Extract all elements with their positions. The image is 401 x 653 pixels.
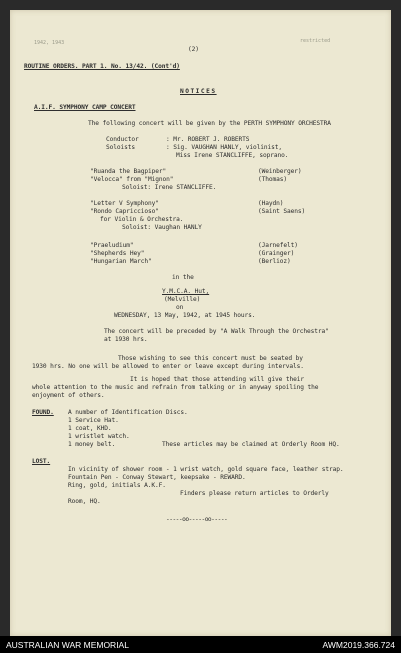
intro-text: The following concert will be given by the PERTH SYMPHONY ORCHESTRA	[88, 120, 331, 127]
attention-line-3: enjoyment of others.	[32, 392, 105, 399]
program-1-soloist: Soloist: Irene STANCLIFFE.	[122, 184, 217, 191]
venue-place: (Melville)	[164, 296, 201, 303]
found-claim: These articles may be claimed at Orderly Room HQ.	[162, 441, 340, 448]
program-2-composer-2: (Saint Saens)	[258, 208, 306, 215]
program-2-line-2: "Rondo Capriccioso"	[90, 208, 159, 215]
stamp-top-left: 1942, 1943	[34, 40, 65, 46]
program-3-composer-3: (Berlioz)	[258, 258, 291, 265]
lost-item-1: In vicinity of shower room - 1 wrist watch, gold square face, leather strap.	[68, 466, 344, 473]
program-2-composer-1: (Haydn)	[258, 200, 284, 207]
attention-line-1: It is hoped that those attending will give their	[130, 376, 305, 383]
program-1-line-1: "Ruanda the Bagpiper"	[90, 168, 167, 175]
title: NOTICES	[180, 88, 217, 95]
program-3-line-1: "Praeludium"	[90, 242, 134, 249]
program-2-line-3: for Violin & Orchestra.	[100, 216, 184, 223]
program-3-composer-1: (Jarnefelt)	[258, 242, 298, 249]
found-item-5: 1 money belt.	[68, 441, 116, 448]
attention-line-2: whole attention to the music and refrain from talking or in anyway spoiling the	[32, 384, 319, 391]
program-1-line-2: "Velocca" from "Mignon"	[90, 176, 174, 183]
found-item-2: 1 Service Hat.	[68, 417, 119, 424]
venue-name: Y.M.C.A. Hut,	[162, 288, 210, 295]
program-3-line-2: "Shepherds Hey"	[90, 250, 145, 257]
soloist-1: : Sig. VAUGHAN HANLY, violinist,	[166, 144, 283, 151]
header: ROUTINE ORDERS. PART 1. No. 13/42. (Cont'd)	[24, 63, 180, 70]
page-number: (2)	[188, 46, 199, 53]
soloist-2: Miss Irene STANCLIFFE, soprano.	[176, 152, 289, 159]
lost-item-2: Fountain Pen - Conway Stewart, keepsake - REWARD.	[68, 474, 246, 481]
section-heading: A.I.F. SYMPHONY CAMP CONCERT	[34, 104, 136, 111]
conductor: : Mr. ROBERT J. ROBERTS	[166, 136, 250, 143]
soloists-label: Soloists	[106, 144, 136, 151]
program-3-line-3: "Hungarian March"	[90, 258, 152, 265]
footer-accession-number: AWM2019.366.724	[322, 640, 395, 650]
seating-line-1: Those wishing to see this concert must be seated by	[118, 355, 303, 362]
preceded-line-1: The concert will be preceded by "A Walk Through the Orchestra"	[104, 328, 329, 335]
found-item-1: A number of Identification Discs.	[68, 409, 188, 416]
stamp-top-right: restricted	[300, 38, 331, 44]
end-mark: -----oo-----oo-----	[166, 516, 228, 523]
venue-date: WEDNESDAY, 13 May, 1942, at 1945 hours.	[114, 312, 256, 319]
preceded-line-2: at 1930 hrs.	[104, 336, 148, 343]
program-2-soloist: Soloist: Vaughan HANLY	[122, 224, 202, 231]
lost-instruction: Finders please return articles to Orderly	[180, 490, 329, 497]
program-1-composer-2: (Thomas)	[258, 176, 288, 183]
found-label: FOUND.	[32, 409, 54, 416]
program-3-composer-2: (Grainger)	[258, 250, 295, 257]
venue-in: in the	[172, 274, 194, 281]
lost-instruction-2: Room, HQ.	[68, 498, 101, 505]
document-page	[10, 10, 391, 636]
lost-item-3: Ring, gold, initials A.K.F.	[68, 482, 166, 489]
lost-label: LOST.	[32, 458, 51, 465]
program-1-composer-1: (Weinberger)	[258, 168, 302, 175]
footer-institution: AUSTRALIAN WAR MEMORIAL	[6, 640, 129, 650]
venue-on: on	[176, 304, 184, 311]
conductor-label: Conductor	[106, 136, 139, 143]
program-2-line-1: "Letter V Symphony"	[90, 200, 159, 207]
seating-line-2: 1930 hrs. No one will be allowed to enter or leave except during intervals.	[32, 363, 304, 370]
found-item-3: 1 coat, KHD.	[68, 425, 112, 432]
footer-bar	[0, 636, 401, 653]
found-item-4: 1 wristlet watch.	[68, 433, 130, 440]
